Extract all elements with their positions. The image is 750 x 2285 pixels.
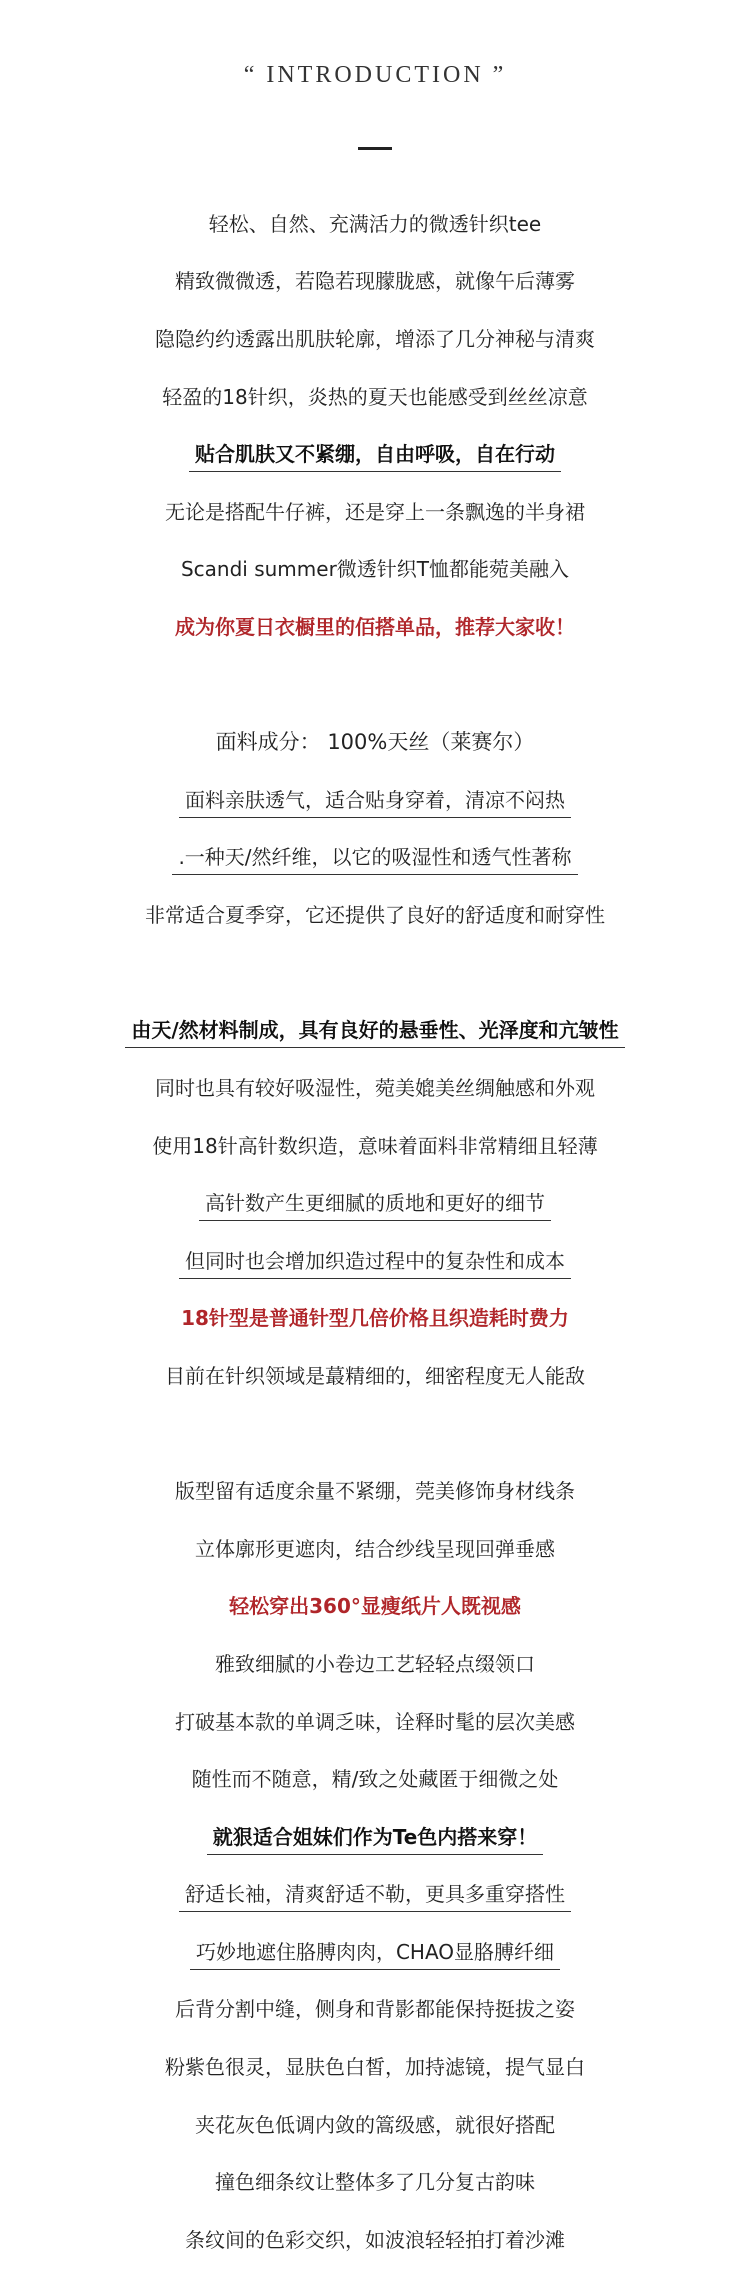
material-line: 目前在针织领域是蕞精细的，细密程度无人能敌 [165,1364,585,1388]
material-line: 高针数产生更细腻的质地和更好的细节 [0,1188,750,1218]
material-line-highlight: 由天/然材料制成，具有良好的悬垂性、光泽度和亢皱性 [0,1015,750,1045]
material-line-emphasis: 18针型是普通针型几倍价格且织造耗时费力 [181,1306,569,1330]
material-line: 同时也具有较好吸湿性，菀美媲美丝绸触感和外观 [155,1076,595,1100]
fit-line-emphasis: 轻松穿出360°显瘦纸片人既视感 [229,1594,521,1618]
intro-line: Scandi summer微透针织T恤都能菀美融入 [180,557,570,581]
fabric-composition: 面料成分： 100%天丝（莱赛尔） [215,730,535,754]
fabric-line: .一种天/然纤维，以它的吸湿性和透气性著称 [0,842,750,872]
fit-line: 雅致细腻的小卷边工艺轻轻点缀领口 [215,1652,535,1676]
fit-line: 舒适长袖，清爽舒适不勒，更具多重穿搭性 [0,1879,750,1909]
intro-line: 精致微微透，若隐若现朦胧感，就像午后薄雾 [175,269,575,293]
intro-line-emphasis: 成为你夏日衣橱里的佰搭单品，推荐大家收！ [175,615,575,639]
fabric-line: 面料亲肤透气，适合贴身穿着，清凉不闷热 [0,785,750,815]
fit-line: 巧妙地遮住胳膊肉肉，CHAO显胳膊纤细 [0,1937,750,1967]
fabric-line: 非常适合夏季穿，它还提供了良好的舒适度和耐穿性 [145,903,605,927]
fit-line: 撞色细条纹让整体多了几分复古韵味 [215,2170,535,2194]
material-line: 但同时也会增加织造过程中的复杂性和成本 [0,1246,750,1276]
fit-line: 随性而不随意，精/致之处藏匿于细微之处 [191,1767,559,1791]
intro-line: 隐隐约约透露出肌肤轮廓，增添了几分神秘与清爽 [155,327,595,351]
fit-line: 夹花灰色低调内敛的篙级感，就很好搭配 [195,2113,555,2137]
material-line: 使用18针高针数织造，意味着面料非常精细且轻薄 [152,1134,598,1158]
intro-line: 无论是搭配牛仔裤，还是穿上一条飘逸的半身裙 [165,500,585,524]
fit-line: 粉紫色很灵，显肤色白皙，加持滤镜，提气显白 [165,2055,585,2079]
fit-line-highlight: 就狠适合姐妹们作为Te色内搭来穿！ [0,1822,750,1852]
intro-line-highlight: 贴合肌肤又不紧绷，自由呼吸，自在行动 [0,439,750,469]
fit-line: 后背分割中缝，侧身和背影都能保持挺拔之姿 [175,1997,575,2021]
fit-line: 版型留有适度余量不紧绷，莞美修饰身材线条 [175,1479,575,1503]
title-divider [358,147,392,150]
intro-title: “ INTRODUCTION ” [243,62,507,88]
fit-line: 打破基本款的单调乏味，诠释时髦的层次美感 [175,1710,575,1734]
fit-line: 条纹间的色彩交织，如波浪轻轻拍打着沙滩 [185,2228,565,2252]
intro-line: 轻盈的18针织，炎热的夏天也能感受到丝丝凉意 [162,385,588,409]
intro-line: 轻松、自然、充满活力的微透针织tee [208,212,542,236]
fit-line: 立体廓形更遮肉，结合纱线呈现回弹垂感 [195,1537,555,1561]
